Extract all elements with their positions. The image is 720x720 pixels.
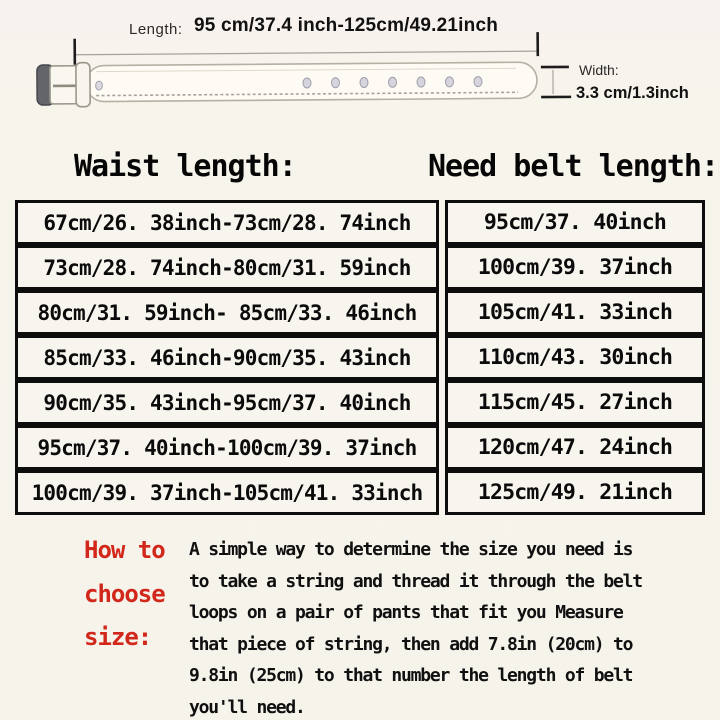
length-value: 95 cm/37.4 inch-125cm/49.21inch: [194, 15, 499, 36]
waist-cell: 100cm/39. 37inch-105cm/41. 33inch: [15, 470, 439, 515]
belt-hole: [445, 77, 453, 87]
belt-hole: [331, 78, 339, 88]
how-to-instructions: [189, 534, 659, 720]
instruction-line: you'll need.: [189, 696, 305, 718]
instruction-line: loops on a pair of pants that fit you Measure: [189, 602, 623, 623]
belt-cell: 105cm/41. 33inch: [445, 290, 705, 335]
need-belt-length-header: Need belt length:: [428, 149, 719, 184]
instruction-line: to take a string and thread it through the belt: [189, 570, 642, 592]
waist-cell: 80cm/31. 59inch- 85cm/33. 46inch: [15, 290, 439, 335]
width-value: 3.3 cm/1.3inch: [576, 84, 689, 102]
belt-cell: 100cm/39. 37inch: [445, 245, 705, 290]
how-to-label-line: How to: [84, 536, 165, 564]
belt-hole: [360, 77, 368, 87]
instruction-line: A simple way to determine the size you need is: [189, 539, 633, 560]
length-measure-line: [76, 51, 537, 55]
belt-hole: [96, 81, 103, 90]
belt-hole: [417, 77, 425, 87]
waist-cell: 73cm/28. 74inch-80cm/31. 59inch: [15, 245, 439, 290]
how-to-choose-size-label: [84, 529, 194, 660]
waist-cell: 90cm/35. 43inch-95cm/37. 40inch: [15, 380, 439, 425]
waist-cell: 85cm/33. 46inch-90cm/35. 43inch: [15, 335, 439, 380]
waist-cell: 67cm/26. 38inch-73cm/28. 74inch: [15, 200, 439, 245]
length-label: Length:: [129, 21, 183, 38]
belt-cell: 110cm/43. 30inch: [445, 335, 705, 380]
belt-keeper-loop: [76, 63, 90, 107]
belt-strap: [86, 62, 537, 102]
instruction-line: 9.8in (25cm) to that number the length of belt: [189, 665, 633, 686]
belt-cell: 120cm/47. 24inch: [445, 425, 705, 470]
how-to-label-line: choose: [84, 579, 165, 608]
belt-cell: 115cm/45. 27inch: [445, 380, 705, 425]
size-table: [15, 200, 705, 515]
waist-cell: 95cm/37. 40inch-100cm/39. 37inch: [15, 425, 439, 470]
belt-hole: [303, 78, 311, 88]
how-to-label-line: size:: [84, 623, 152, 651]
instruction-line: that piece of string, then add 7.8in (20cm) to: [189, 633, 633, 655]
belt-cell: 125cm/49. 21inch: [445, 470, 705, 515]
width-label: Width:: [579, 62, 619, 78]
belt-cell: 95cm/37. 40inch: [445, 200, 705, 245]
belt-hole: [388, 77, 396, 87]
belt-hole: [474, 77, 482, 87]
waist-length-header: Waist length:: [74, 149, 296, 184]
